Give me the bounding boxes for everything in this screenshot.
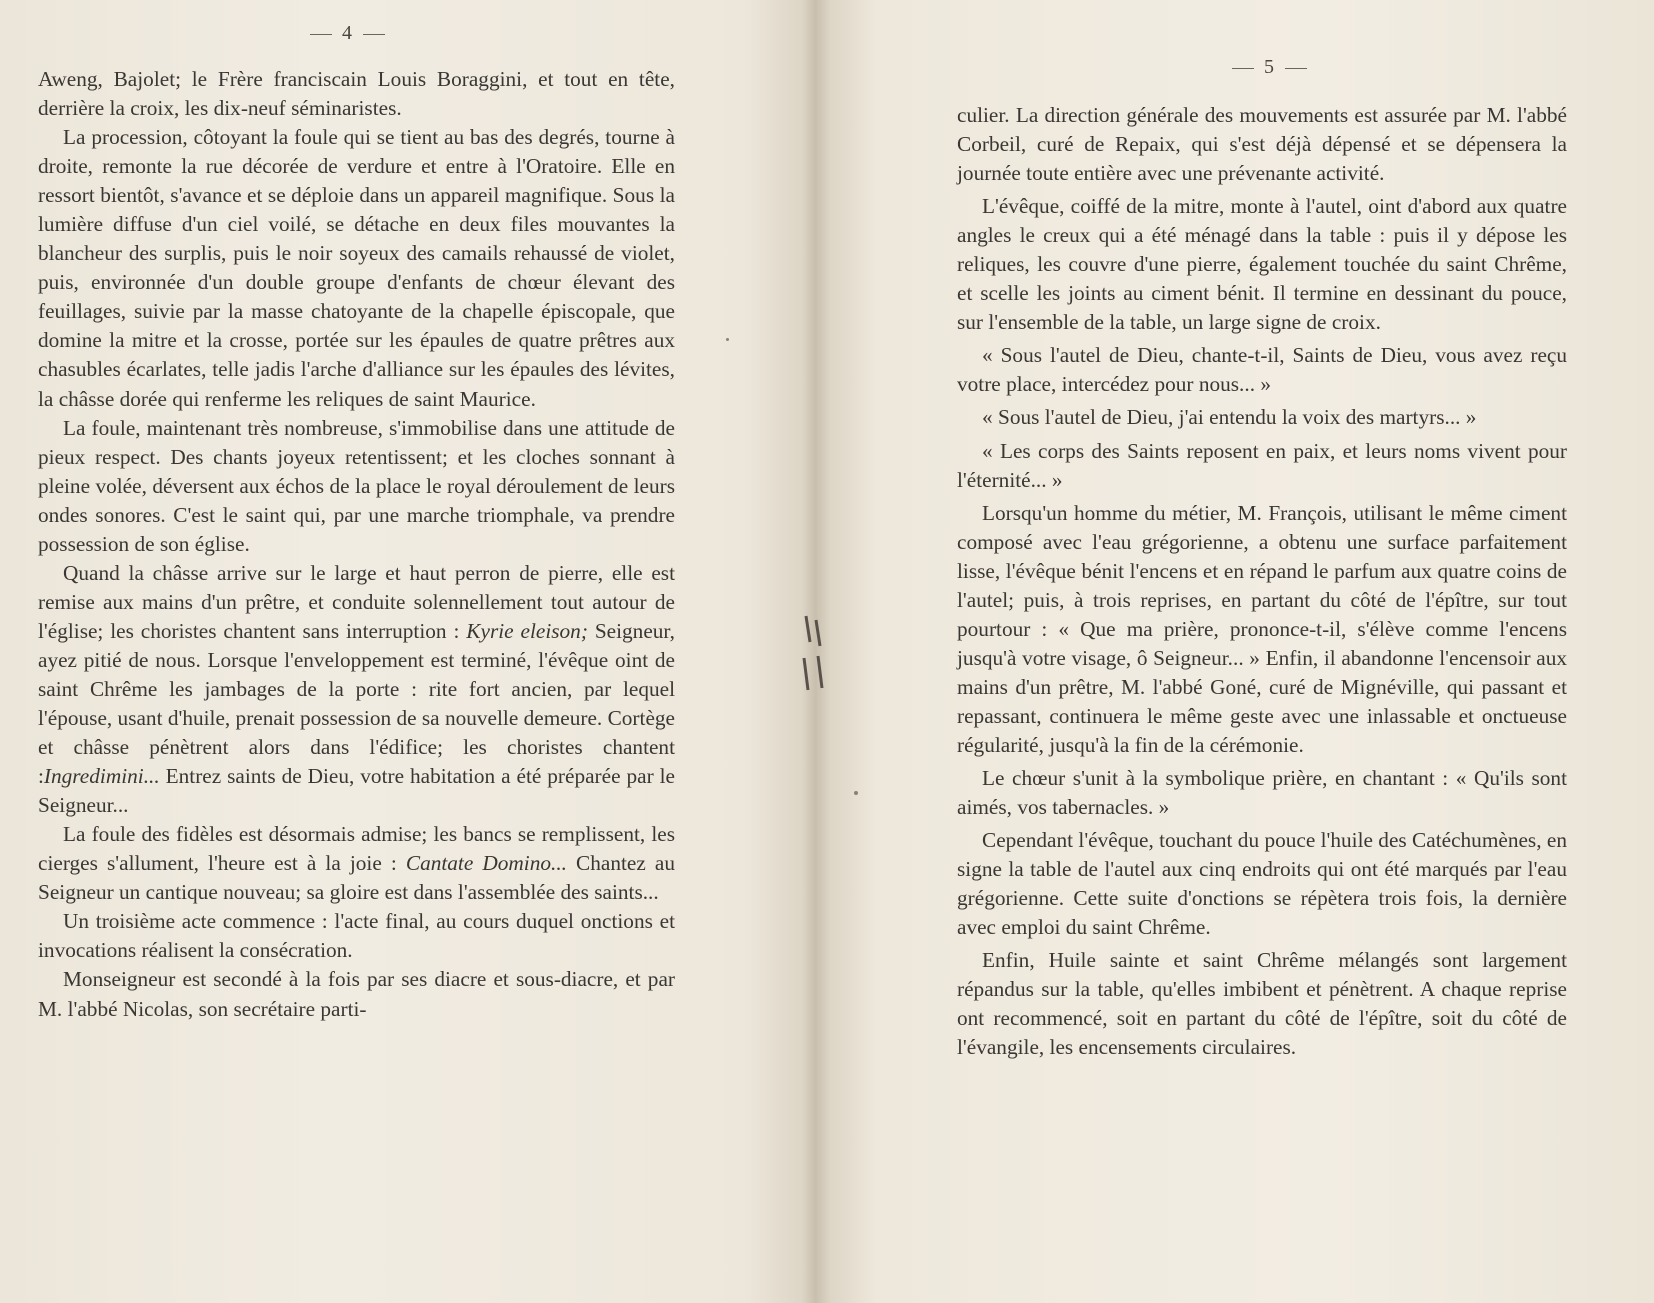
- paper-speck: [726, 338, 729, 341]
- paragraph: culier. La direction générale des mouvements est assurée par M. l'abbé Corbeil, curé de Repaix, qui s'est déjà dépensé et se dépensera la journée toute entière avec une prévenante activité.: [957, 103, 1567, 186]
- folio-dash: [363, 34, 385, 35]
- latin-phrase: Ingredimini...: [43, 764, 160, 789]
- text-run: Entrez saints de Dieu, votre habitation a été préparée par le Seigneur...: [38, 764, 675, 818]
- text-run: Quand la châsse arrive sur le large et haut perron de pierre, elle est remise aux mains d'un prêtre, et conduite solennellement tout autour de l'église; les choristes chantent sans interruption :: [38, 560, 675, 643]
- paragraph: La foule, maintenant très nombreuse, s'immobilise dans une attitude de pieux respect. Des chants joyeux retentissent; et les cloches sonnant à pleine volée, déversent aux échos de la place le royal déroulement de leurs ondes sonores. C'est le saint qui, par une marche triomphale, va prendre possession de son église.: [38, 415, 675, 556]
- paragraph: Un troisième acte commence : l'acte final, au cours duquel onctions et invocations réalisent la consécration.: [38, 909, 675, 963]
- paragraph: Aweng, Bajolet; le Frère franciscain Louis Boraggini, et tout en tête, derrière la croix, les dix-neuf séminaristes.: [38, 67, 675, 121]
- folio-dash: [1285, 68, 1307, 69]
- paragraph: L'évêque, coiffé de la mitre, monte à l'autel, oint d'abord aux quatre angles le creux qui a été ménagé dans la table : puis il y dépose les reliques, les couvre d'une pierre, également touchée du saint Chrême, et scelle les joints au ciment bénit. Il termine en dessinant du pouce, sur l'ensemble de la table, un large signe de croix.: [957, 194, 1567, 335]
- page-number-right: [1222, 56, 1317, 79]
- text-run: La foule des fidèles est désormais admise; les bancs se remplissent, les cierges s'allument, l'heure est à la joie :: [38, 822, 675, 876]
- paragraph: Lorsqu'un homme du métier, M. François, utilisant le même ciment composé avec l'eau grégorienne, a obtenu une surface parfaitement lisse, l'évêque bénit l'encens et en répand le parfum aux quatre coins de l'autel; puis, à trois reprises, en partant du côté de l'épître, sur tout pourtour : « Que ma prière, prononce-t-il, s'élève comme l'encens jusqu'à votre visage, ô Seigneur... » Enfin, il abandonne l'encensoir aux mains d'un prêtre, M. l'abbé Goné, curé de Mignéville, qui passant et repassant, continuera le même geste avec une inlassable et onctueuse régularité, jusqu'à la fin de la cérémonie.: [957, 500, 1567, 757]
- right-page: [808, 0, 1654, 1303]
- right-text-column: [957, 101, 1567, 1063]
- text-run: Chantez au Seigneur un cantique nouveau; sa gloire est dans l'assemblée des saints...: [38, 851, 675, 905]
- left-page: [0, 0, 800, 1303]
- text-run: Seigneur, ayez pitié de nous. Lorsque l'enveloppement est terminé, l'évêque oint de saint Chrême les jambages de la porte : rite fort ancien, par lequel l'épouse, usant d'huile, prenait possession de sa nouvelle demeure. Cortège et châsse pénètrent alors dans l'édifice; les choristes chantent :: [38, 618, 675, 789]
- paragraph: La procession, côtoyant la foule qui se tient au bas des degrés, tourne à droite, remonte la rue décorée de verdure et entre à l'Oratoire. Elle en ressort bientôt, s'avance et se déploie dans un appareil magnifique. Sous la lumière diffuse d'un ciel voilé, se détache en deux files mouvantes la blancheur des surplis, puis le noir soyeux des camails rehaussé de violet, puis, environnée d'un double groupe d'enfants de chœur élevant des feuillages, suivie par la masse chatoyante de la chapelle épiscopale, que domine la mitre et la crosse, portée sur les épaules de quatre prêtres aux chasubles écarlates, telle jadis l'arche d'alliance sur les épaules des lévites, la châsse dorée qui renferme les reliques de saint Maurice.: [38, 125, 675, 411]
- paragraph: « Sous l'autel de Dieu, chante-t-il, Saints de Dieu, vous avez reçu votre place, intercédez pour nous... »: [957, 343, 1567, 397]
- folio-dash: [1232, 68, 1254, 69]
- paragraph: « Sous l'autel de Dieu, j'ai entendu la voix des martyrs... »: [982, 405, 1477, 430]
- paragraph: Le chœur s'unit à la symbolique prière, en chantant : « Qu'ils sont aimés, vos tabernacles. »: [957, 766, 1567, 820]
- folio-dash: [310, 34, 332, 35]
- folio-number: 5: [1264, 56, 1275, 78]
- paragraph: Enfin, Huile sainte et saint Chrême mélangés sont largement répandus sur la table, qu'elles imbibent et pénètrent. A chaque reprise ont recommencé, soit en partant du côté de l'épître, soit du côté de l'évangile, les encensements circulaires.: [957, 948, 1567, 1060]
- paragraph: Monseigneur est secondé à la fois par ses diacre et sous-diacre, et par M. l'abbé Nicolas, son secrétaire parti-: [38, 967, 675, 1021]
- left-text-column: [38, 65, 675, 1024]
- page-number-left: [300, 22, 395, 45]
- latin-phrase: Kyrie eleison;: [466, 618, 588, 643]
- paragraph: [38, 820, 675, 907]
- paragraph: « Les corps des Saints reposent en paix, et leurs noms vivent pour l'éternité... »: [957, 438, 1567, 492]
- folio-number: 4: [342, 22, 353, 44]
- paragraph: [38, 559, 675, 820]
- paragraph: Cependant l'évêque, touchant du pouce l'huile des Catéchumènes, en signe la table de l'autel aux cinq endroits qui ont été marqués par l'eau grégorienne. Cette suite d'onctions se répètera trois fois, la dernière avec emploi du saint Chrême.: [957, 828, 1567, 940]
- latin-phrase: Cantate Domino...: [405, 851, 567, 876]
